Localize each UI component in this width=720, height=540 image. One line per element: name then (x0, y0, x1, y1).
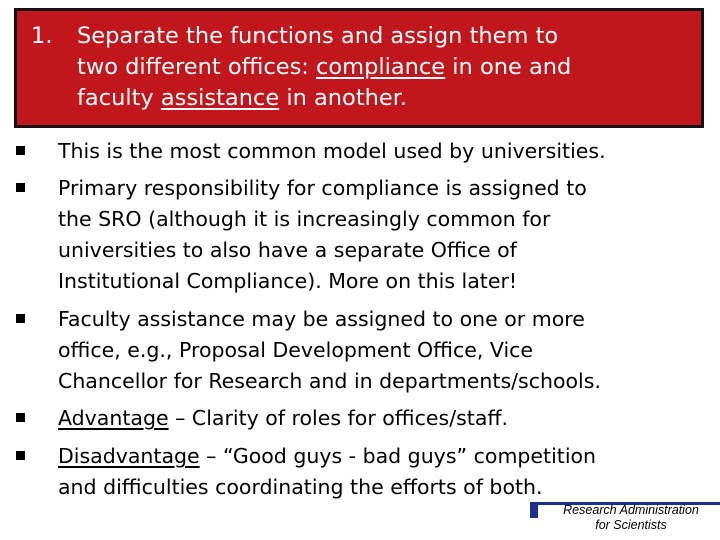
title-number: 1. (31, 23, 53, 49)
title-line-3: faculty assistance in another. (77, 85, 408, 111)
bullet-text: Institutional Compliance). More on this later! (58, 269, 518, 293)
slide-title (77, 21, 697, 114)
bullet-text: Primary responsibility for compliance is assigned to (58, 176, 587, 200)
bullet-square-icon (16, 146, 25, 155)
title-box (14, 8, 704, 128)
bullet-text: office, e.g., Proposal Development Office, Vice (58, 338, 534, 362)
bullet-square-icon (16, 413, 25, 422)
bullet-text: Faculty assistance may be assigned to one or more (58, 307, 585, 331)
title-line-2: two different offices: compliance in one and (77, 54, 572, 80)
disadvantage-label: Disadvantage (58, 444, 200, 468)
compliance-underlined: compliance (316, 54, 446, 80)
footer-caption: Research Administration for Scientists (563, 503, 699, 532)
bullet-text: Disadvantage – “Good guys - bad guys” competition (58, 444, 597, 468)
bullet-text: universities to also have a separate Office of (58, 238, 517, 262)
bullet-square-icon (16, 451, 25, 460)
bullet-text: Advantage – Clarity of roles for offices/staff. (58, 406, 509, 430)
bullet-text: This is the most common model used by universities. (58, 139, 606, 163)
bullet-text: the SRO (although it is increasingly common for (58, 207, 551, 231)
bullet-square-icon (16, 183, 25, 192)
bullet-text: Chancellor for Research and in departments/schools. (58, 369, 601, 393)
footer-logo-icon (530, 504, 538, 518)
advantage-label: Advantage (58, 406, 169, 430)
assistance-underlined: assistance (160, 85, 280, 111)
bullet-text: and difficulties coordinating the efforts of both. (58, 475, 543, 499)
bullet-square-icon (16, 314, 25, 323)
title-line-1: Separate the functions and assign them to (77, 23, 559, 49)
